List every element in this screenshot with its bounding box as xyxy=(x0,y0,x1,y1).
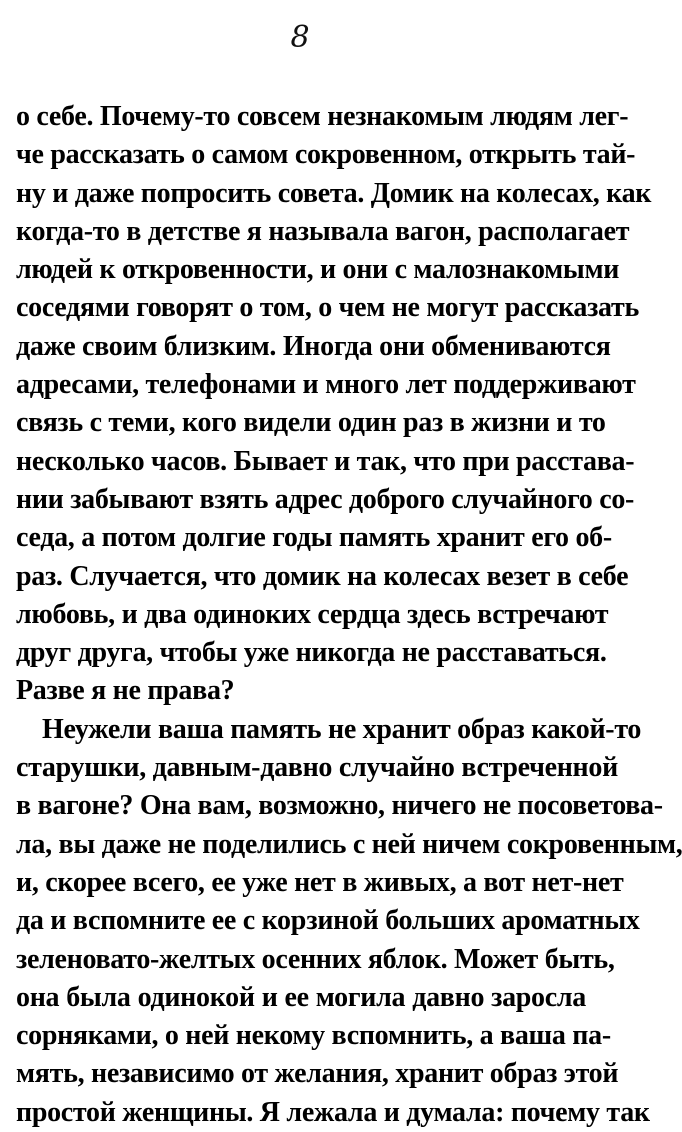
text-line: старушки, давным-давно случайно встреченной xyxy=(16,752,618,784)
text-line: раз. Случается, что домик на колесах везет в себе xyxy=(16,560,629,592)
text-line: сорняками, о ней некому вспомнить, а ваша па- xyxy=(16,1020,611,1052)
text-line: простой женщины. Я лежала и думала: почему так xyxy=(16,1096,650,1128)
body-text xyxy=(16,98,682,1132)
text-line: когда-то в детстве я называла вагон, располагает xyxy=(16,215,630,247)
paragraph xyxy=(16,711,682,1132)
text-line: седа, а потом долгие годы память хранит его об- xyxy=(16,522,612,554)
page-number: 8 xyxy=(290,20,310,55)
text-line: и, скорее всего, ее уже нет в живых, а вот нет-нет xyxy=(16,866,624,898)
text-line: она была одинокой и ее могила давно заросла xyxy=(16,981,586,1013)
text-line: соседями говорят о том, о чем не могут рассказать xyxy=(16,292,639,324)
text-line: мять, независимо от желания, хранит образ этой xyxy=(16,1058,619,1090)
text-line: че рассказать о самом сокровенном, открыть тай- xyxy=(16,139,636,171)
text-line: Разве я не права? xyxy=(16,675,235,707)
text-line: ла, вы даже не поделились с ней ничем сокровенным, xyxy=(16,828,682,860)
text-line: любовь, и два одиноких сердца здесь встречают xyxy=(16,598,609,630)
text-line: связь с теми, кого видели один раз в жизни и то xyxy=(16,407,606,439)
text-line: друг друга, чтобы уже никогда не расставаться. xyxy=(16,637,607,669)
text-line: в вагоне? Она вам, возможно, ничего не посоветова- xyxy=(16,790,663,822)
text-line: несколько часов. Бывает и так, что при расстава- xyxy=(16,445,635,477)
text-line: даже своим близким. Иногда они обмениваются xyxy=(16,330,611,362)
paragraph xyxy=(16,98,652,711)
text-line: да и вспомните ее с корзиной больших ароматных xyxy=(16,905,640,937)
text-line: адресами, телефонами и много лет поддерживают xyxy=(16,369,636,401)
text-line: людей к откровенности, и они с малознакомыми xyxy=(16,254,620,286)
text-line: ну и даже попросить совета. Домик на колесах, как xyxy=(16,177,652,209)
text-line: о себе. Почему-то совсем незнакомым людям лег- xyxy=(16,101,629,132)
text-line: нии забывают взять адрес доброго случайного со- xyxy=(16,483,635,515)
text-line: Неужели ваша память не хранит образ какой-то xyxy=(42,713,642,745)
text-line: зеленовато-желтых осенних яблок. Может быть, xyxy=(16,943,615,975)
